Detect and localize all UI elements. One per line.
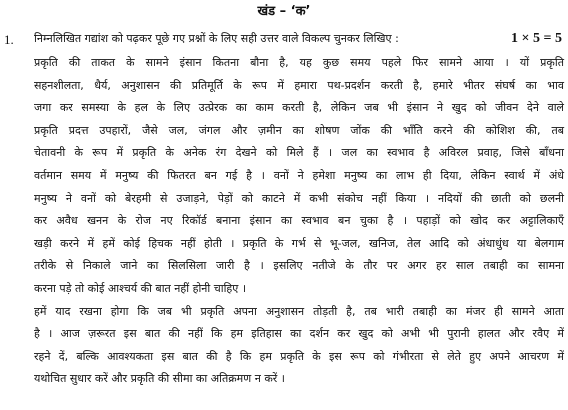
passage-paragraph-1 bbox=[34, 52, 564, 301]
question-instruction: निम्नलिखित गद्यांश को पढ़कर पूछे गए प्रश्नों के लिए सही उत्तर वाले विकल्प चुनकर लिखिए : bbox=[34, 32, 399, 45]
passage-line: रहने दें, बल्कि आवश्यकता इस बात की है कि हम प्रकृति के इस रूप को गंभीरता से लेते हुए अपने आचरण में bbox=[34, 349, 564, 363]
passage-line: हमें याद रखना होगा कि जब भी प्रकृति अपना अनुशासन तोड़ती है, तब भारी तबाही का मंजर ही सामने आता bbox=[34, 304, 564, 318]
passage-line: करना पड़े तो कोई आश्चर्य की बात नहीं होनी चाहिए । bbox=[34, 281, 247, 295]
passage bbox=[34, 52, 564, 391]
passage-line: प्रकृति की ताकत के सामने इंसान कितना बौना है, यह कुछ समय पहले फिर सामने आया । यों प्रकृति bbox=[34, 56, 564, 69]
passage-line: चेतावनी के रूप में प्रकृति के अनेक रंग देखने को मिले हैं । जल का स्वभाव है अविरल प्रवाह, जिसे बाँधना bbox=[34, 146, 564, 160]
question-marks: 1 × 5 = 5 bbox=[511, 31, 562, 46]
passage-line: जगा कर समस्या के हल के लिए उत्प्रेरक का काम करती है, लेकिन जब भी इंसान ने खुद को जीवन देने वाले bbox=[34, 101, 564, 115]
passage-line: सहनशीलता, धैर्य, अनुशासन की प्रतिमूर्ति के रूप में हमारा पथ-प्रदर्शन करती है, हमारे भीतर संघर्ष का भाव bbox=[34, 78, 564, 92]
passage-line: वर्तमान समय में मनुष्य की फितरत बन गई है । वनों ने हमेशा मनुष्य का लाभ ही दिया, लेकिन स्वार्थ में अंधे bbox=[34, 168, 564, 182]
passage-line: कर अवैध खनन के रोज नए रिकॉर्ड बनाना इंसान का स्वभाव बन चुका है । पहाड़ों को खोद कर अट्टालिकाएँ bbox=[34, 214, 564, 228]
question-number: 1. bbox=[4, 32, 14, 47]
passage-line: है । आज ज़रूरत इस बात की नहीं कि हम इतिहास का दर्शन कर खुद को अभी भी पुरानी हालत और रवैए में bbox=[34, 327, 564, 341]
passage-line: खड़ी करने में हमें कोई हिचक नहीं होती । प्रकृति के गर्भ से भू-जल, खनिज, तेल आदि को अंधाधुंध या बेलगाम bbox=[34, 236, 564, 250]
section-title: खंड – ‘क’ bbox=[257, 4, 311, 19]
passage-paragraph-2 bbox=[34, 301, 564, 391]
passage-line: यथोचित सुधार करें और प्रकृति की सीमा का अतिक्रमण न करें । bbox=[34, 372, 285, 386]
passage-line: मनुष्य ने वनों को बेरहमी से उजाड़ने, पेड़ों को काटने में कभी संकोच नहीं किया । नदियों की छाती को छलनी bbox=[34, 191, 564, 205]
passage-line: तरीके से निकाले जाने का सिलसिला जारी है । इसलिए नतीजे के तौर पर अगर हर साल तबाही का सामना bbox=[34, 259, 564, 273]
passage-line: प्रकृति प्रदत्त उपहारों, जैसे जल, जंगल और ज़मीन का शोषण जोंक की भाँति करने की कोशिश की, तब bbox=[34, 123, 564, 137]
